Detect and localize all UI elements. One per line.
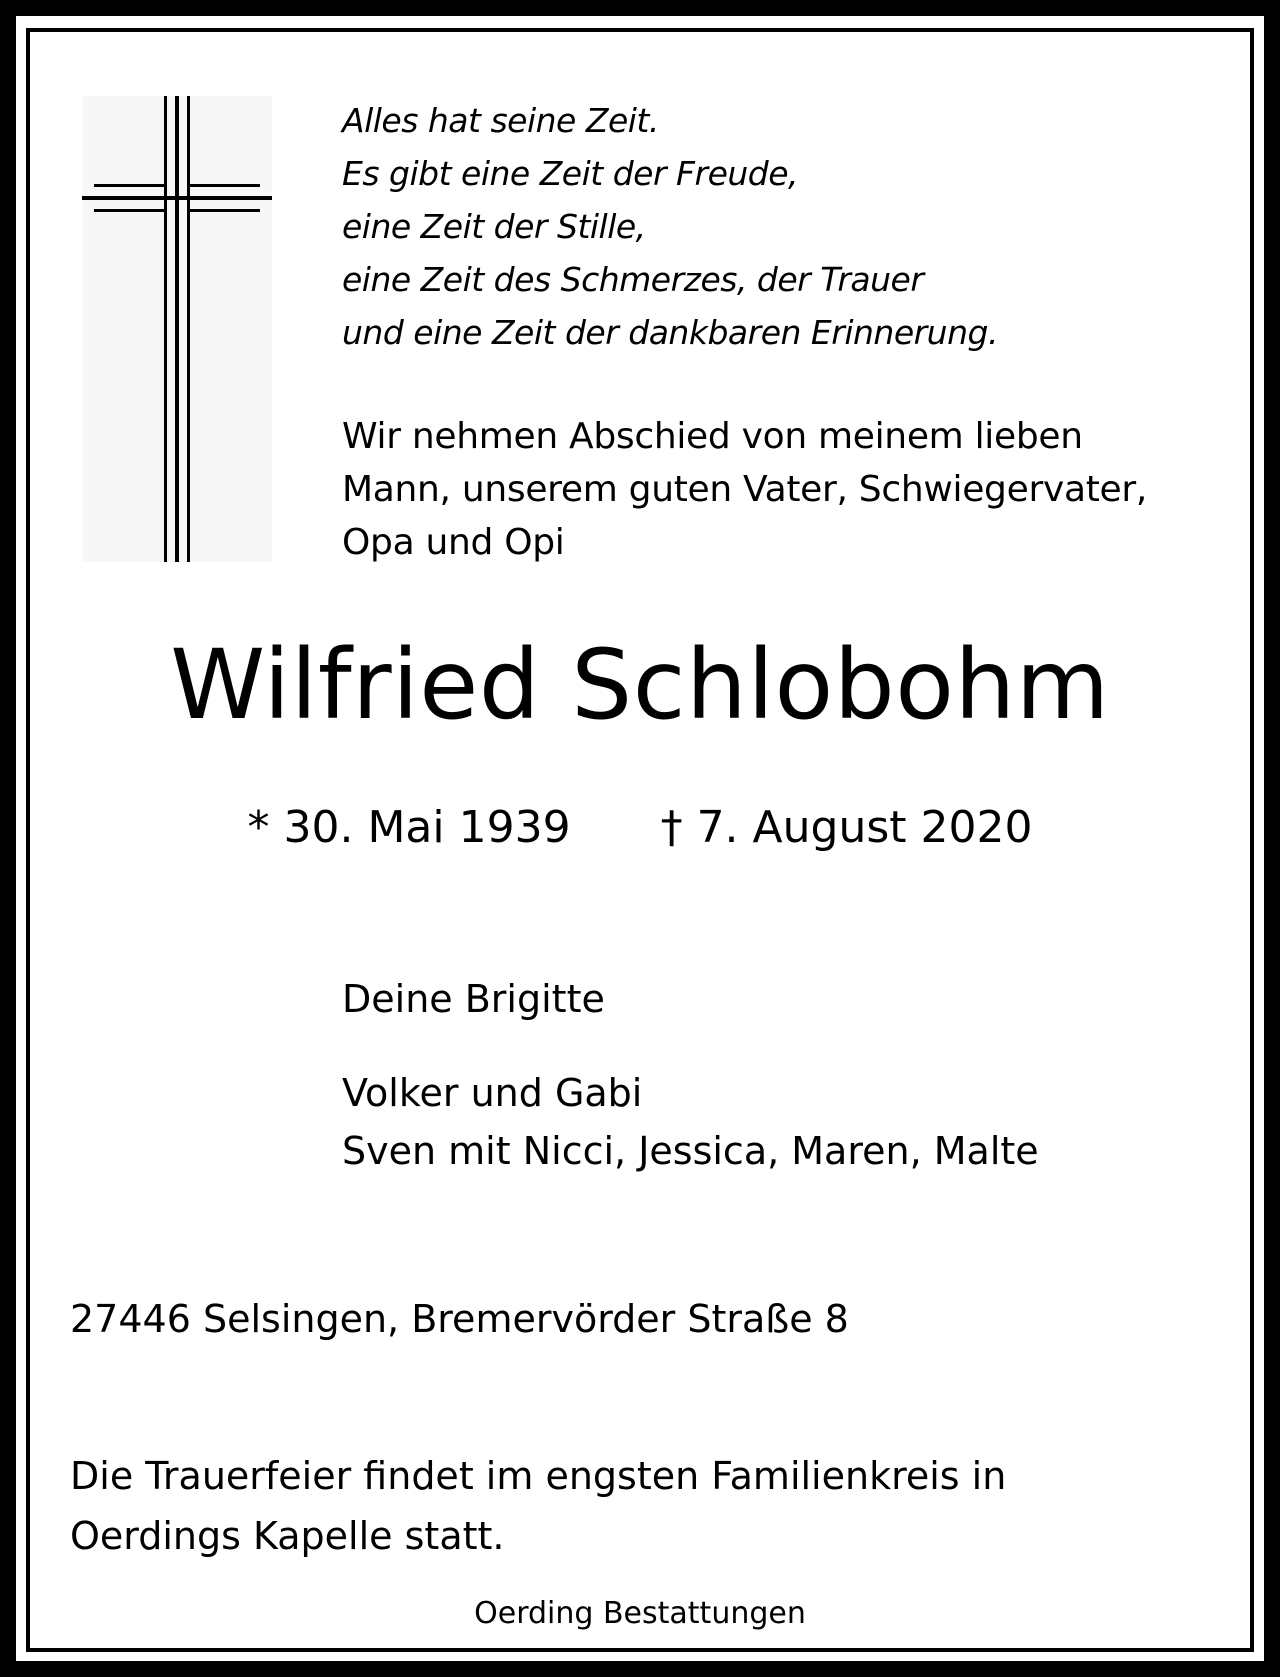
quote-line: Es gibt eine Zeit der Freude, [342, 154, 799, 193]
death-date: † 7. August 2020 [660, 802, 1033, 853]
ceremony-line: Oerdings Kapelle statt. [70, 1514, 505, 1558]
quote-line: und eine Zeit der dankbaren Erinnerung. [342, 313, 998, 352]
family-address: 27446 Selsingen, Bremervörder Straße 8 [70, 1297, 849, 1341]
ceremony-line: Die Trauerfeier findet im engsten Familienkreis in [70, 1454, 1007, 1498]
life-dates [0, 800, 1280, 856]
mourner-spouse: Deine Brigitte [342, 977, 605, 1021]
intro-line: Wir nehmen Abschied von meinem lieben [342, 416, 1083, 457]
farewell-intro [342, 410, 1222, 569]
deceased-name: Wilfried Schlobohm [170, 629, 1110, 741]
quote-line: eine Zeit des Schmerzes, der Trauer [342, 260, 924, 299]
quote-line: Alles hat seine Zeit. [342, 101, 659, 140]
undertaker-name: Oerding Bestattungen [474, 1596, 806, 1631]
intro-line: Mann, unserem guten Vater, Schwiegervater, [342, 469, 1148, 510]
ceremony-notice [70, 1446, 1220, 1566]
birth-date: * 30. Mai 1939 [247, 802, 571, 853]
mourners-list [342, 970, 1222, 1180]
cross-icon [82, 96, 272, 562]
mourner-line: Volker und Gabi [342, 1071, 643, 1115]
quote-text [342, 94, 1202, 359]
quote-line: eine Zeit der Stille, [342, 207, 646, 246]
intro-line: Opa und Opi [342, 522, 565, 563]
mourner-line: Sven mit Nicci, Jessica, Maren, Malte [342, 1129, 1039, 1173]
